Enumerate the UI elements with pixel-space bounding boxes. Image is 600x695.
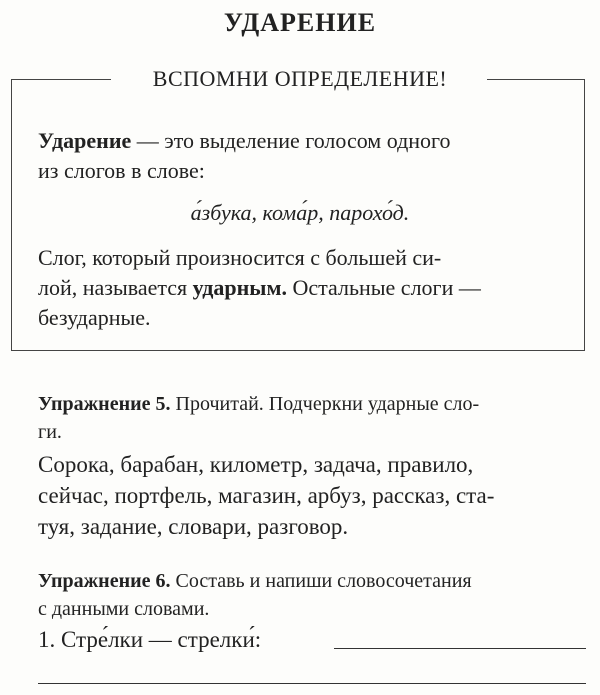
box-border-left (11, 79, 111, 80)
definition-line-1 (38, 126, 584, 156)
syllable-line-2 (38, 273, 584, 303)
exercise5-instruction-2: ги. (38, 421, 62, 443)
syllable-line-1: Слог, который произносится с большей си- (38, 245, 442, 270)
exercise6-instruction-text: Составь и напиши словосочетания (170, 570, 472, 592)
exercise5-label: Упражнение 5. (38, 393, 171, 415)
definition-box-heading: ВСПОМНИ ОПРЕДЕЛЕНИЕ! (120, 66, 480, 92)
stress-examples: а́збука, кома́р, парохо́д. (190, 200, 410, 225)
exercise6-instruction-2: с данными словами. (38, 598, 210, 620)
exercise6-item-1: 1. Стре́лки — стрелки́: (38, 627, 262, 652)
exercise5-instruction (38, 389, 584, 419)
stressed-term: ударным. (192, 275, 287, 300)
term: Ударение (38, 128, 132, 153)
answer-line-1[interactable] (334, 648, 586, 649)
syllable-line-3: безударные. (38, 305, 151, 330)
exercise5-words-1: Сорока, барабан, километр, задача, правило, (38, 452, 474, 477)
definition-line-2: из слогов в слове: (38, 158, 205, 183)
exercise5-words-2: сейчас, портфель, магазин, арбуз, рассказ, ста- (38, 483, 495, 508)
exercise5-words-3: туя, задание, словари, разговор. (38, 514, 349, 539)
answer-line-2[interactable] (38, 683, 586, 684)
box-border-right (487, 79, 585, 80)
syllable-text-a: лой, называется (38, 275, 193, 300)
exercise6-label: Упражнение 6. (38, 570, 171, 592)
exercise6-instruction (38, 566, 584, 596)
definition-text: — это выделение голосом одного (131, 128, 451, 153)
syllable-text-b: Остальные слоги — (286, 275, 481, 300)
exercise5-instruction-text: Прочитай. Подчеркни ударные сло- (170, 393, 480, 415)
page-title: УДАРЕНИЕ (223, 8, 377, 37)
